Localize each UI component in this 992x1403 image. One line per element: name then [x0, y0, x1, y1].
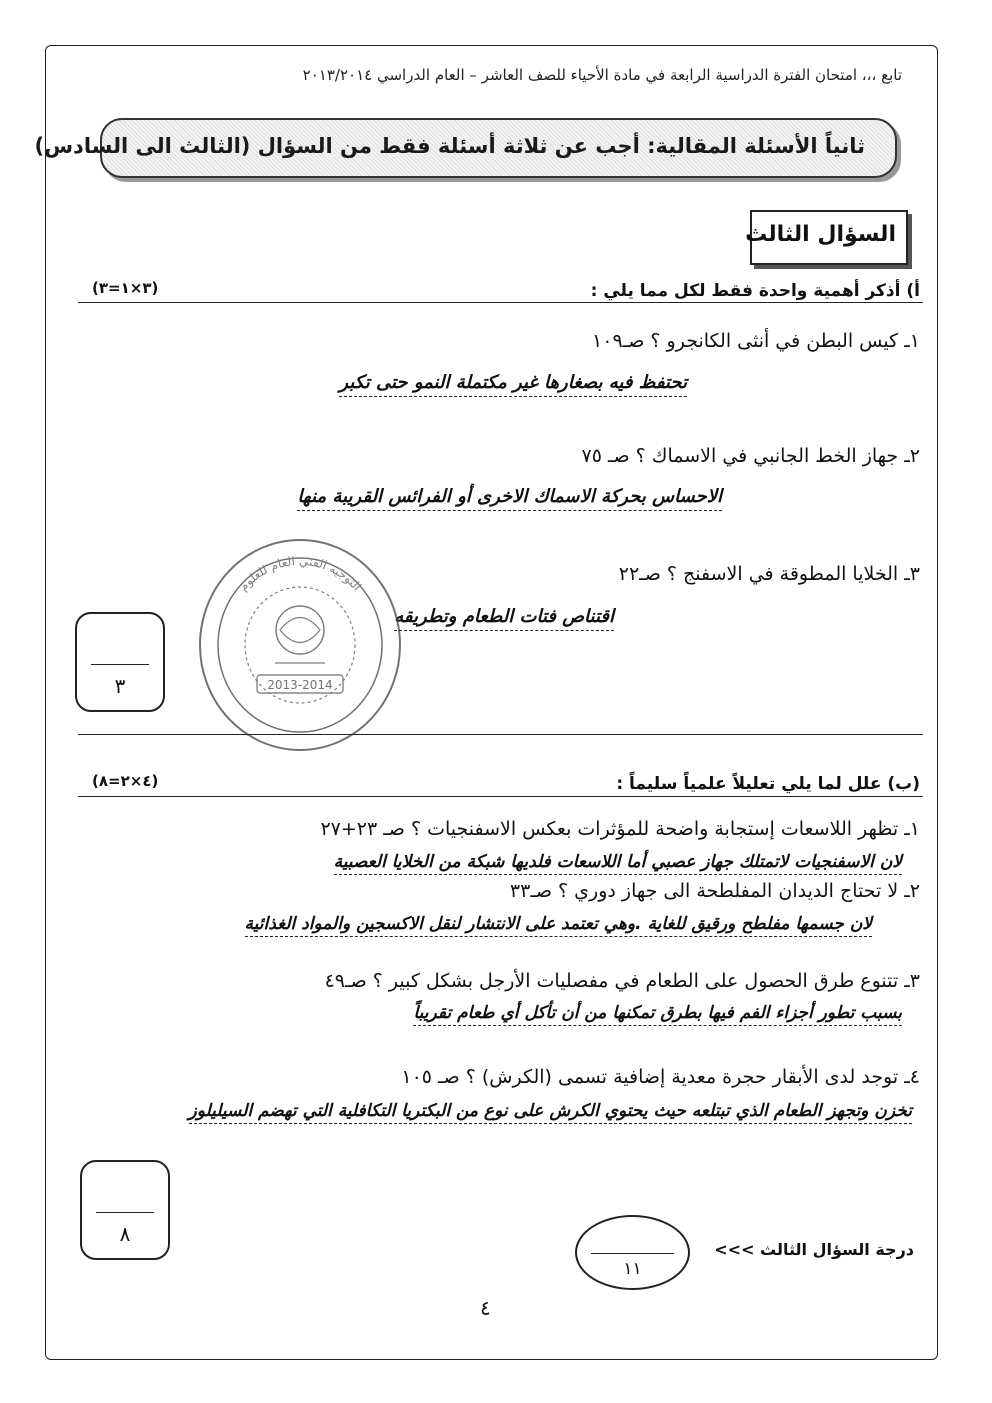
divider	[78, 734, 923, 735]
part-b-answer-2: لان جسمها مفلطح ورقيق للغاية .وهي تعتمد على الانتشار لنقل الاكسجين والمواد الغذائية	[245, 914, 873, 937]
part-b-question-2: ٢ـ لا تحتاج الديدان المفلطحة الى جهاز دوري ؟ صـ٣٣	[509, 880, 920, 902]
part-b-score-box	[80, 1160, 170, 1260]
divider	[78, 796, 923, 797]
question-title: السؤال الثالث	[745, 222, 896, 247]
part-b-question-4: ٤ـ توجد لدى الأبقار حجرة معدية إضافية تسمى (الكرش) ؟ صـ ١٠٥	[401, 1066, 920, 1088]
part-a-score-box	[75, 612, 165, 712]
score-line	[591, 1253, 674, 1254]
exam-header-line: تابع ،،، امتحان الفترة الدراسية الرابعة في مادة الأحياء للصف العاشر – العام الدراسي ٢٠١٣/٢٠١٤	[302, 66, 902, 84]
official-stamp	[195, 535, 405, 755]
part-a-score: ٣	[114, 674, 126, 698]
part-b-answer-3: بسبب تطور أجزاء الفم فيها بطرق تمكنها من أن تأكل أي طعام تقريباً	[413, 1003, 902, 1026]
banner-text: ثانياً الأسئلة المقالية: أجب عن ثلاثة أسئلة فقط من السؤال (الثالث الى السادس)	[34, 134, 865, 158]
divider	[78, 302, 923, 303]
essay-instructions-banner	[34, 118, 897, 178]
part-b-marks: (٤×٢=٨)	[92, 772, 159, 790]
part-a-answer-2: الاحساس بحركة الاسماك الاخرى أو الفرائس القريبة منها	[297, 486, 722, 511]
part-a-heading: أ) أذكر أهمية واحدة فقط لكل مما يلي :	[590, 281, 920, 301]
score-line	[91, 664, 149, 665]
page-number: ٤	[480, 1296, 491, 1320]
part-b-question-1: ١ـ تظهر اللاسعات إستجابة واضحة للمؤثرات بعكس الاسفنجيات ؟ صـ ٢٣+٢٧	[320, 818, 920, 840]
question-total-score: ١١	[623, 1259, 642, 1279]
score-line	[96, 1212, 154, 1213]
part-b-score: ٨	[119, 1222, 131, 1246]
part-a-answer-3: اقتناص فتات الطعام وتطريقه	[394, 606, 614, 631]
stamp-text: التوجيه الفني العام للعلوم	[236, 553, 365, 594]
question-total-label: درجة السؤال الثالث >>>	[714, 1240, 914, 1259]
part-b-question-3: ٣ـ تتنوع طرق الحصول على الطعام في مفصليات الأرجل بشكل كبير ؟ صـ٤٩	[324, 970, 920, 992]
part-a-question-1: ١ـ كيس البطن في أنثى الكانجرو ؟ صـ١٠٩	[592, 330, 920, 352]
question-total-oval	[575, 1215, 690, 1290]
part-b-answer-4: تخزن وتجهز الطعام الذي تبتلعه حيث يحتوي الكرش على نوع من البكتريا التكافلية التي تهضم السيليلوز	[189, 1101, 912, 1124]
part-b-answer-1: لان الاسفنجيات لاتمتلك جهاز عصبي أما اللاسعات فلديها شبكة من الخلايا العصبية	[334, 852, 902, 875]
part-a-question-2: ٢ـ جهاز الخط الجانبي في الاسماك ؟ صـ ٧٥	[581, 445, 920, 467]
question-title-box	[745, 210, 908, 265]
part-b-heading: (ب) علل لما يلي تعليلاً علمياً سليماً :	[616, 774, 920, 794]
part-a-marks: (٣×١=٣)	[92, 279, 159, 297]
part-a-answer-1: تحتفظ فيه بصغارها غير مكتملة النمو حتى تكبر	[339, 372, 687, 397]
part-a-question-3: ٣ـ الخلايا المطوقة في الاسفنج ؟ صـ٢٢	[618, 563, 920, 585]
stamp-years: 2013-2014	[267, 678, 333, 692]
